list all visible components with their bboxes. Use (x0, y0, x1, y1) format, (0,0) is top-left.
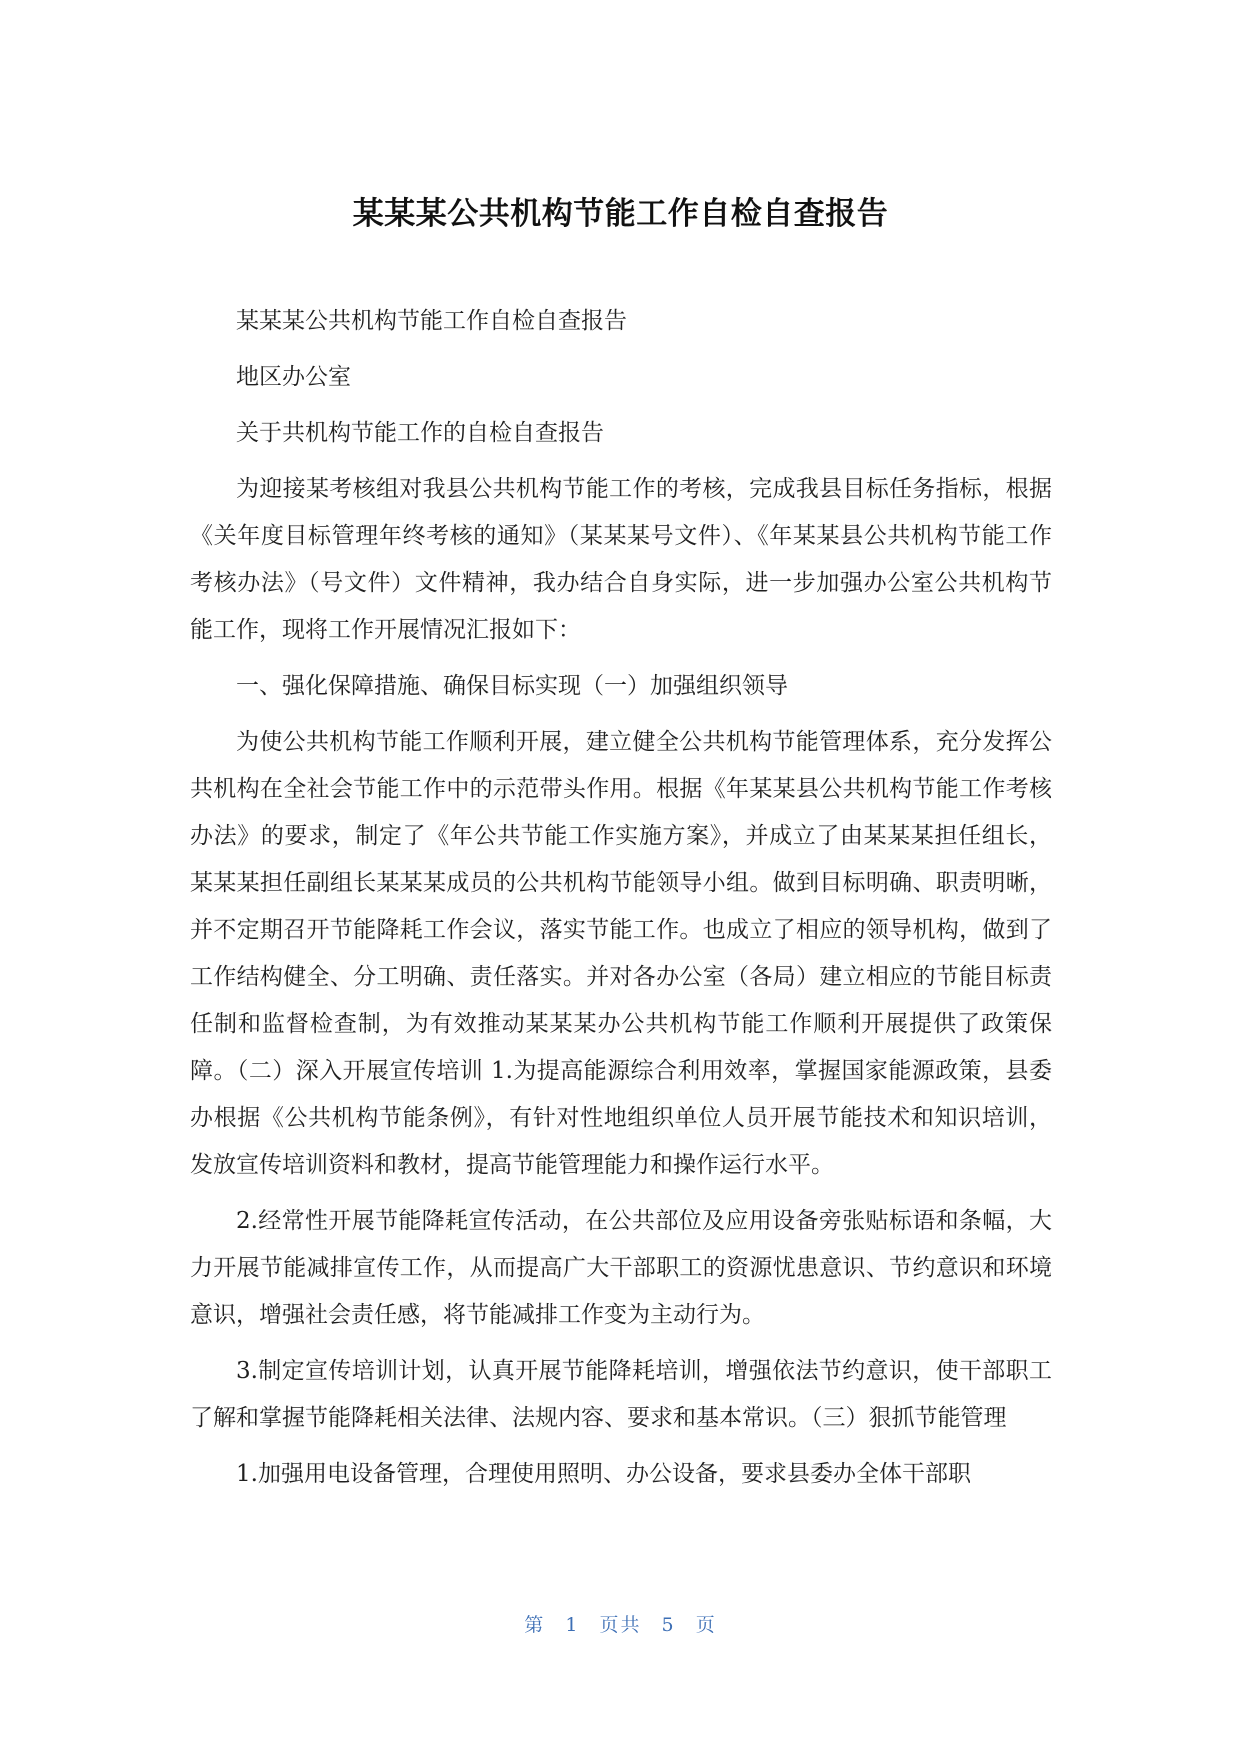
paragraph: 为迎接某考核组对我县公共机构节能工作的考核，完成我县目标任务指标，根据《关年度目标管理年终考核的通知》（某某某号文件）、《年某某县公共机构节能工作考核办法》（号文件）文件精神，我办结合自身实际，进一步加强办公室公共机构节能工作，现将工作开展情况汇报如下： (190, 476, 1052, 643)
paragraph: 关于共机构节能工作的自检自查报告 (236, 420, 604, 446)
footer-middle: 页共 (599, 1614, 642, 1636)
paragraph: 为使公共机构节能工作顺利开展，建立健全公共机构节能管理体系，充分发挥公共机构在全社会节能工作中的示范带头作用。根据《年某某县公共机构节能工作考核办法》的要求，制定了《年公共节能工作实施方案》，并成立了由某某某担任组长，某某某担任副组长某某某成员的公共机构节能领导小组。做到目标明确、职责明晰，并不定期召开节能降耗工作会议，落实节能工作。也成立了相应的领导机构，做到了工作结构健全、分工明确、责任落实。并对各办公室（各局）建立相应的节能目标责任制和监督检查制，为有效推动某某某办公共机构节能工作顺利开展提供了政策保障。（二）深入开展宣传培训 1.为提高能源综合利用效率，掌握国家能源政策，县委办根据《公共机构节能条例》，有针对性地组织单位人员开展节能技术和知识培训，发放宣传培训资料和教材，提高节能管理能力和操作运行水平。 (190, 729, 1052, 1178)
paragraph: 3.制定宣传培训计划，认真开展节能降耗培训，增强依法节约意识，使干部职工了解和掌握节能降耗相关法律、法规内容、要求和基本常识。（三）狠抓节能管理 (190, 1358, 1052, 1431)
paragraph: 一、强化保障措施、确保目标实现（一）加强组织领导 (236, 673, 788, 699)
paragraph: 1.加强用电设备管理，合理使用照明、办公设备，要求县委办全体干部职 (236, 1461, 971, 1487)
footer-current-page: 1 (565, 1614, 580, 1636)
document-title: 某某某公共机构节能工作自检自查报告 (352, 196, 889, 232)
paragraph: 2.经常性开展节能降耗宣传活动，在公共部位及应用设备旁张贴标语和条幅，大力开展节能减排宣传工作，从而提高广大干部职工的资源忧患意识、节约意识和环境意识，增强社会责任感，将节能减排工作变为主动行为。 (190, 1208, 1052, 1328)
document-body (190, 298, 1052, 1507)
footer-total-pages: 5 (661, 1614, 676, 1636)
paragraph: 某某某公共机构节能工作自检自查报告 (236, 308, 627, 334)
footer-prefix: 第 (524, 1614, 546, 1636)
paragraph: 地区办公室 (236, 364, 351, 390)
footer-suffix: 页 (695, 1614, 717, 1636)
page-number-footer (0, 1610, 1241, 1637)
